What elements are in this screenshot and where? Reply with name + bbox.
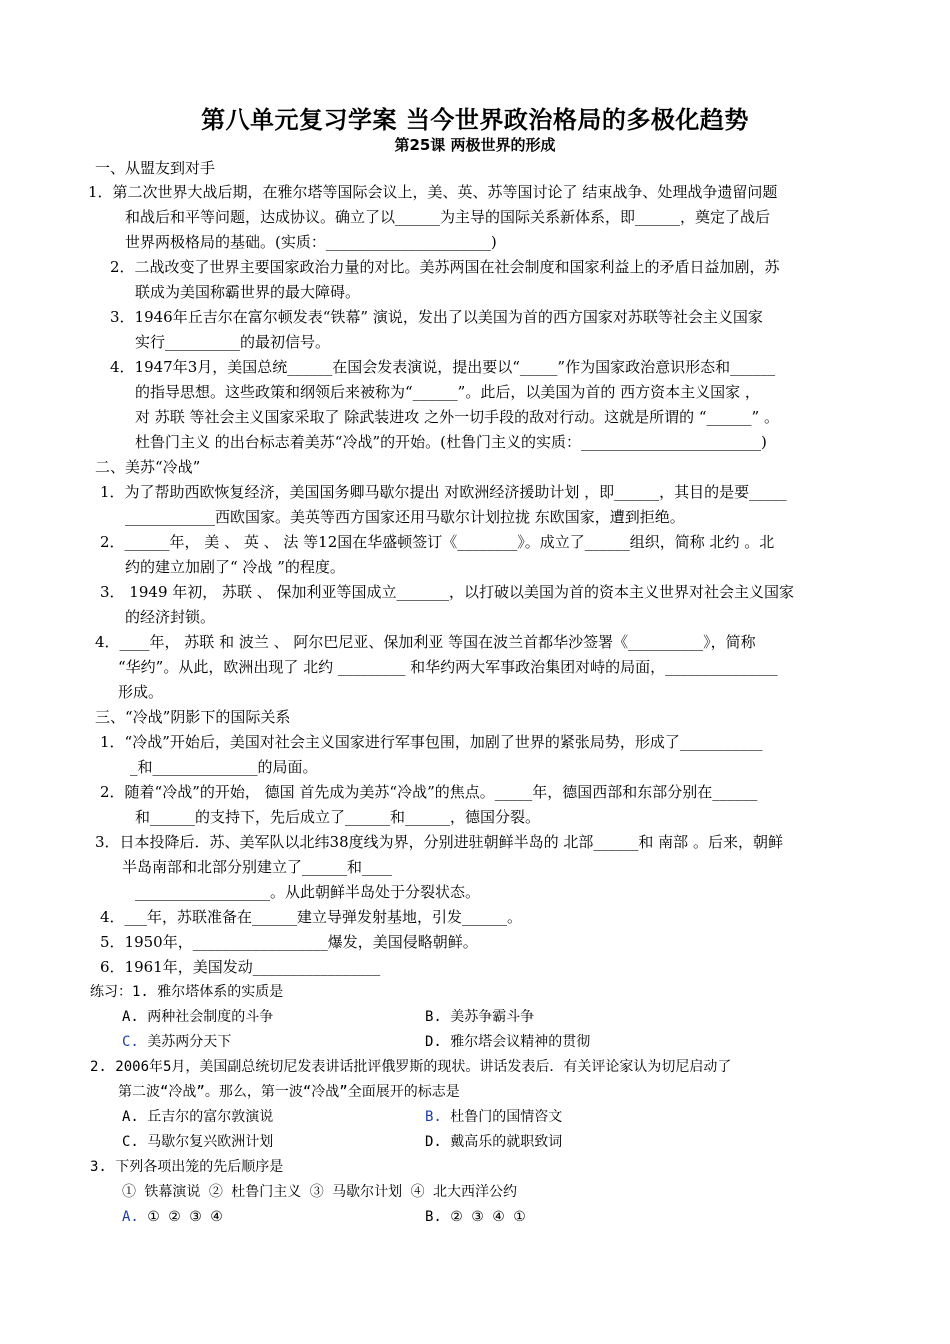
exercise-question: 2. 2006年5月，美国副总统切尼发表讲话批评俄罗斯的现状。讲话发表后．有关评论家认为切尼启动了 — [90, 1059, 732, 1075]
section-heading: 三、“冷战”阴影下的国际关系 — [95, 708, 291, 726]
exercise-option: D. 戴高乐的就职致词 — [425, 1134, 563, 1150]
answer-mark: A. — [122, 1209, 139, 1225]
exercise-option: A. 丘吉尔的富尔敦演说 — [122, 1109, 274, 1125]
text-line: 3．日本投降后．苏、美军队以北纬38度线为界，分别进驻朝鲜半岛的 北部______和 南部 。后来，朝鲜 — [95, 833, 783, 851]
text-line: 6．1961年，美国发动_________________ — [100, 958, 381, 976]
text-line: 世界两极格局的基础。(实质：______________________) — [125, 233, 497, 251]
exercise-question: 练习：1. 雅尔塔体系的实质是 — [90, 984, 284, 1000]
exercise-option: C. 美苏两分天下 — [122, 1034, 232, 1050]
text-line: 1．“冷战”开始后，美国对社会主义国家进行军事包围，加剧了世界的紧张局势，形成了___________ — [100, 733, 763, 751]
text-line: 实行__________的最初信号。 — [135, 333, 331, 351]
section-heading: 二、美苏“冷战” — [95, 458, 201, 476]
exercise-option: B. 杜鲁门的国情咨文 — [425, 1109, 563, 1125]
answer-mark: B. — [425, 1109, 442, 1125]
text-line: 和______的支持下，先后成立了______和______，德国分裂。 — [135, 808, 541, 826]
text-line: ____________西欧国家。美英等西方国家还用马歇尔计划拉拢 东欧国家，遭到拒绝。 — [125, 508, 685, 526]
text-line: 2．随着“冷战”的开始， 德国 首先成为美苏“冷战”的焦点。_____年，德国西部和东部分别在______ — [100, 783, 758, 801]
text-line: 2．______年， 美 、 英 、 法 等12国在华盛顿签订《________》。成立了______组织，简称 北约 。北 — [100, 533, 775, 551]
text-line: __________________。从此朝鲜半岛处于分裂状态。 — [135, 883, 481, 901]
text-line: 1．第二次世界大战后期，在雅尔塔等国际会议上，美、英、苏等国讨论了 结束战争、处理战争遗留问题 — [88, 183, 778, 201]
text-line: 4．____年， 苏联 和 波兰 、 阿尔巴尼亚、保加利亚 等国在波兰首都华沙签署《__________》，简称 — [95, 633, 756, 651]
exercise-option: D. 雅尔塔会议精神的贯彻 — [425, 1034, 591, 1050]
exercise-option: B. ② ③ ④ ① — [425, 1209, 526, 1225]
text-line: 半岛南部和北部分别建立了______和____ — [122, 858, 393, 876]
exercise-option: B. 美苏争霸斗争 — [425, 1009, 535, 1025]
exercise-question: 第二波“冷战”。那么，第一波“冷战”全面展开的标志是 — [118, 1084, 460, 1100]
text-line: 杜鲁门主义 的出台标志着美苏“冷战”的开始。(杜鲁门主义的实质：________________________) — [135, 433, 767, 451]
text-line: 3．1946年丘吉尔在富尔顿发表“铁幕” 演说，发出了以美国为首的西方国家对苏联等社会主义国家 — [110, 308, 763, 326]
exercise-items: ① 铁幕演说 ② 杜鲁门主义 ③ 马歇尔计划 ④ 北大西洋公约 — [122, 1184, 517, 1200]
text-line: 4．___年，苏联准备在______建立导弹发射基地，引发______。 — [100, 908, 523, 926]
text-line: 2．二战改变了世界主要国家政治力量的对比。美苏两国在社会制度和国家利益上的矛盾日益加剧，苏 — [110, 258, 780, 276]
text-line: 形成。 — [118, 683, 164, 701]
text-line: 对 苏联 等社会主义国家采取了 除武装进攻 之外一切手段的敌对行动。这就是所谓的 “______” 。 — [135, 408, 779, 426]
text-line: 4．1947年3月，美国总统______在国会发表演说，提出要以“_____”作为国家政治意识形态和______ — [110, 358, 776, 376]
answer-mark: C. — [122, 1034, 139, 1050]
text-line: 的经济封锁。 — [125, 608, 216, 626]
exercise-option: A. ① ② ③ ④ — [122, 1209, 223, 1225]
exercise-option: A. 两种社会制度的斗争 — [122, 1009, 274, 1025]
text-line: 联成为美国称霸世界的最大障碍。 — [135, 283, 361, 301]
page-title: 第八单元复习学案 当今世界政治格局的多极化趋势 — [201, 106, 749, 134]
text-line: _和______________的局面。 — [130, 758, 318, 776]
lesson-subtitle: 第25课 两极世界的形成 — [394, 136, 556, 154]
exercise-option: C. 马歇尔复兴欧洲计划 — [122, 1134, 274, 1150]
text-line: 约的建立加剧了“ 冷战 ”的程度。 — [125, 558, 345, 576]
text-line: 1．为了帮助西欧恢复经济，美国国务卿马歇尔提出 对欧洲经济援助计划 ，即______，其目的是要_____ — [100, 483, 787, 501]
section-heading: 一、从盟友到对手 — [95, 159, 216, 177]
text-line: 和战后和平等问题，达成协议。确立了以______为主导的国际关系新体系，即______，奠定了战后 — [125, 208, 771, 226]
text-line: “华约”。从此，欧洲出现了 北约 _________ 和华约两大军事政治集团对峙的局面，_______________ — [118, 658, 778, 676]
exercise-question: 3. 下列各项出笼的先后顺序是 — [90, 1159, 284, 1175]
text-line: 5．1950年，__________________爆发，美国侵略朝鲜。 — [100, 933, 478, 951]
text-line: 的指导思想。这些政策和纲领后来被称为“______”。此后，以美国为首的 西方资本主义国家 ， — [135, 383, 760, 401]
text-line: 3． 1949 年初， 苏联 、 保加利亚等国成立_______，以打破以美国为首的资本主义世界对社会主义国家 — [100, 583, 795, 601]
